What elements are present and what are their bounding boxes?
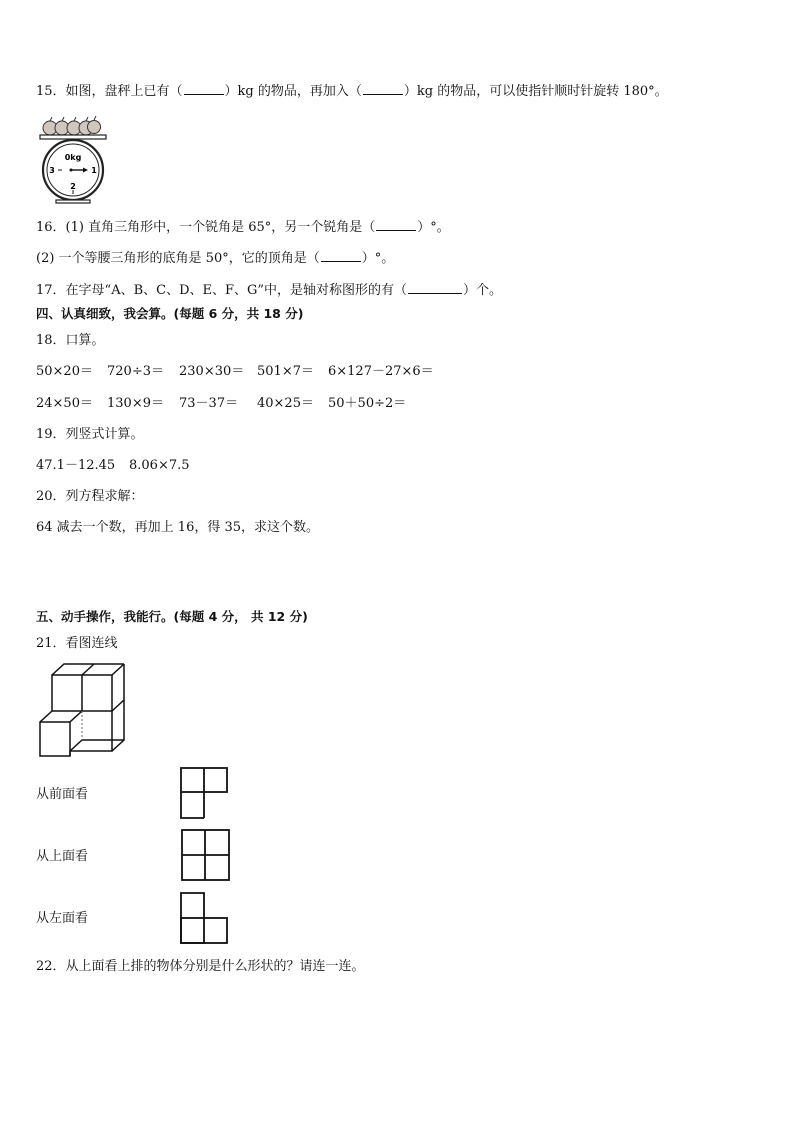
q20-title: 20．列方程求解： (36, 489, 144, 504)
q20-text: 64 减去一个数，再加上 16，得 35，求这个数。 (36, 520, 320, 535)
dial-label-left: 3 (49, 166, 55, 175)
apples (43, 116, 101, 135)
q15-part-b: ）kg 的物品，再加入（ (224, 84, 362, 99)
view-label-front: 从前面看 (36, 787, 89, 802)
q17-part-b: ）个。 (463, 283, 503, 298)
q19-item-2: 8.06×7.5 (129, 458, 190, 473)
q18-r1-item-2: 720÷3＝ (107, 364, 164, 379)
q17-text (36, 282, 502, 299)
q15-blank-1[interactable] (184, 83, 224, 95)
q18-r1-item-4: 501×7＝ (257, 364, 314, 379)
view-shape-top[interactable] (180, 829, 232, 883)
q16-2-part-a: (2) 一个等腰三角形的底角是 50°，它的顶角是（ (36, 251, 320, 266)
view-shape-front[interactable] (180, 767, 230, 821)
q15-blank-2[interactable] (363, 83, 403, 95)
q16-2-part-b: ）°。 (361, 251, 395, 266)
view-shape-left[interactable] (180, 892, 230, 946)
q21-title: 21．看图连线 (36, 636, 118, 651)
q16-1-blank[interactable] (376, 219, 416, 231)
q19-item-1: 47.1－12.45 (36, 458, 116, 473)
cube-stack-figure (38, 662, 130, 758)
view-label-top: 从上面看 (36, 849, 89, 864)
q15-part-a: 15．如图，盘秤上已有（ (36, 84, 183, 99)
scale-base (56, 200, 90, 203)
q16-1-part-a: 16．(1) 直角三角形中，一个锐角是 65°，另一个锐角是（ (36, 220, 376, 235)
q19-title: 19．列竖式计算。 (36, 427, 144, 442)
q18-r1-item-3: 230×30＝ (179, 364, 245, 379)
dial-label-bottom: 2 (70, 182, 76, 191)
q16-2-text (36, 250, 394, 267)
dial-label-right: 1 (91, 166, 97, 175)
q18-r1-item-1: 50×20＝ (36, 364, 93, 379)
q22-title: 22．从上面看上排的物体分别是什么形状的？请连一连。 (36, 959, 365, 974)
q16-1-text (36, 219, 450, 236)
q18-r2-item-4: 40×25＝ (257, 396, 314, 411)
section-5-heading: 五、动手操作，我能行。(每题 4 分， 共 12 分) (36, 609, 308, 624)
q18-r1-item-5: 6×127－27×6＝ (328, 364, 434, 379)
q18-r2-item-3: 73－37＝ (179, 396, 239, 411)
dial-label-top: 0kg (64, 153, 82, 162)
q15-text (36, 83, 668, 100)
q15-part-c: ）kg 的物品，可以使指针顺时针旋转 180°。 (403, 84, 668, 99)
q16-2-blank[interactable] (321, 250, 361, 262)
q18-title: 18．口算。 (36, 333, 105, 348)
q18-r2-item-5: 50＋50÷2＝ (328, 396, 407, 411)
section-4-heading: 四、认真细致，我会算。(每题 6 分，共 18 分) (36, 306, 304, 321)
q16-1-part-b: ）°。 (417, 220, 450, 235)
scale-figure (38, 112, 108, 204)
scale-plate (40, 135, 106, 139)
view-label-left: 从左面看 (36, 911, 89, 926)
q17-part-a: 17．在字母“A、B、C、D、E、F、G”中，是轴对称图形的有（ (36, 283, 408, 298)
q18-r2-item-2: 130×9＝ (107, 396, 164, 411)
q17-blank[interactable] (408, 282, 462, 294)
q18-r2-item-1: 24×50＝ (36, 396, 93, 411)
